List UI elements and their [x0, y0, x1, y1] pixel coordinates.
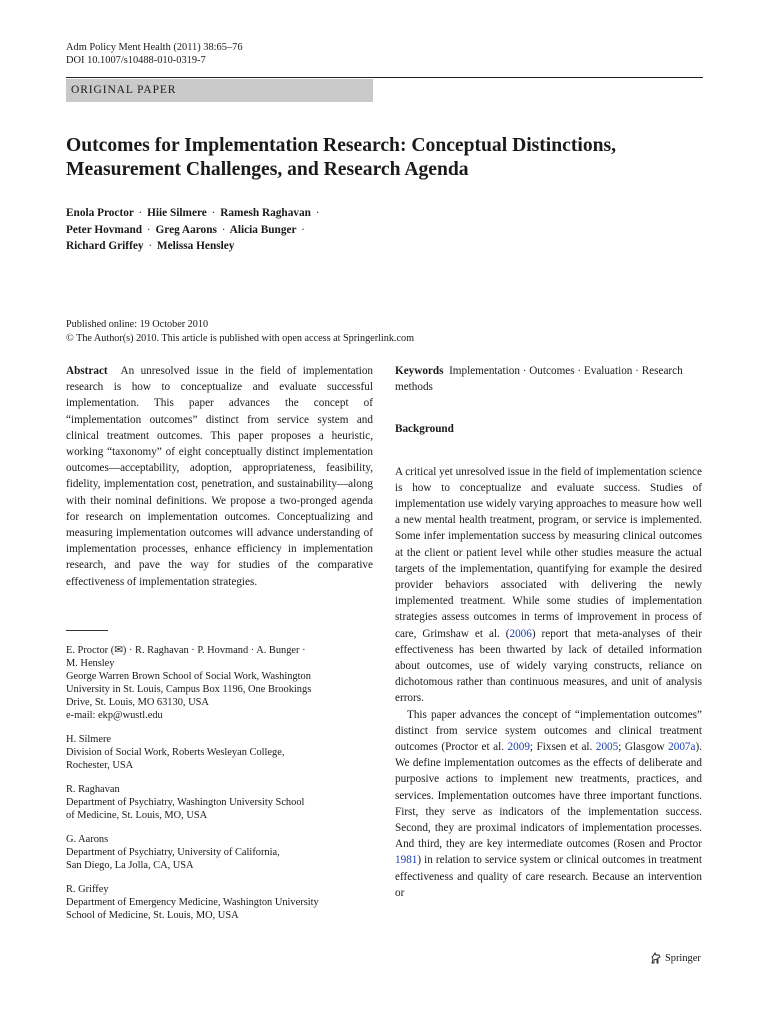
publisher-name: Springer [665, 952, 701, 964]
author-line-2 [66, 222, 396, 239]
right-column [395, 363, 702, 901]
author-line-3 [66, 238, 396, 255]
affiliation-block [66, 783, 373, 822]
journal-doi: DOI 10.1007/s10488-010-0319-7 [66, 55, 206, 66]
affiliations [66, 644, 373, 933]
author-list [66, 205, 396, 255]
citation-link[interactable]: 2007a [668, 741, 696, 754]
author-name: Alicia Bunger [229, 223, 297, 236]
journal-citation: Adm Policy Ment Health (2011) 38:65–76 [66, 42, 243, 53]
affiliation-line: San Diego, La Jolla, CA, USA [66, 860, 194, 871]
citation-link[interactable]: 1981 [395, 854, 418, 867]
affiliation-line: Department of Emergency Medicine, Washington University [66, 897, 319, 908]
abstract-text: An unresolved issue in the field of implementation research is how to conceptualize and evaluate successful implementation. This paper advances the concept of “implementation outcomes” distinct from service system and clinical treatment outcomes. This paper proposes a heuristic, working “taxonomy” of eight conceptually distinct implementation outcomes—acceptability, adoption, appropriateness, feasibility, fidelity, implementation cost, penetration, and sustainability—along with their nominal definitions. We propose a two-pronged agenda for research on implementation outcomes. Conceptualizing and measuring implementation outcomes will advance understanding of implementation processes, enhance efficiency in implementation research, and pave the way for studies of the comparative effectiveness of implementation strategies. [66, 365, 374, 588]
background-paragraph-2 [395, 707, 702, 901]
author-separator: · [148, 240, 153, 252]
affiliation-line: Drive, St. Louis, MO 63130, USA [66, 697, 209, 708]
author-separator: · [146, 223, 151, 236]
affiliation-email[interactable]: e-mail: ekp@wustl.edu [66, 710, 163, 721]
header-rule [66, 77, 703, 78]
affiliation-line: E. Proctor (✉) · R. Raghavan · P. Hovmand · A. Bunger · [66, 645, 306, 656]
publication-info [66, 318, 414, 345]
affiliation-line: of Medicine, St. Louis, MO, USA [66, 810, 208, 821]
affiliation-line: George Warren Brown School of Social Work, Washington [66, 671, 311, 682]
affiliation-line: School of Medicine, St. Louis, MO, USA [66, 910, 239, 921]
author-line-1 [66, 205, 396, 222]
affiliation-line: University in St. Louis, Campus Box 1196, One Brookings [66, 684, 312, 695]
abstract [66, 363, 373, 590]
affiliation-line: M. Hensley [66, 658, 115, 669]
paragraph-text: This paper advances the concept of “implementation outcomes” distinct from service system outcomes and clinical treatment outcomes (Proctor et al. [395, 708, 702, 754]
affiliation-line: Department of Psychiatry, University of California, [66, 847, 280, 858]
section-heading-background: Background [395, 423, 454, 436]
affiliation-block [66, 733, 373, 772]
affiliation-block [66, 883, 373, 922]
citation-link[interactable]: 2006 [509, 627, 532, 640]
author-name: Melissa Hensley [156, 240, 235, 252]
springer-horse-icon [650, 952, 662, 964]
abstract-label: Abstract [66, 365, 108, 377]
affiliation-line: Rochester, USA [66, 760, 134, 771]
author-separator: · [301, 223, 305, 236]
paragraph-text: ) report that meta-analyses of their effectiveness has been thwarted by lack of detailed information about outcomes, use of widely varying constructs, reliance on dichotomous rather than continuous measures, and unit of analysis errors. [395, 627, 702, 705]
keywords [395, 363, 702, 395]
affiliation-rule [66, 630, 108, 631]
affiliation-line: R. Raghavan [66, 784, 120, 795]
paragraph-text: A critical yet unresolved issue in the field of implementation science is how to conceptualize and evaluate success. Studies of implementation use widely varying approaches to measure how well a new mental health treatment, program, or service is implemented. Some infer implementation success by measuring clinical outcomes at the client or patient level while other studies measure the actual targets of the implementation, quantifying for example the desired provider behaviors associated with delivering the newly implemented treatment. While some studies of implementation strategies assess outcomes in terms of improvement in process of care, Grimshaw et al. ( [395, 465, 702, 640]
keywords-label: Keywords [395, 365, 444, 377]
journal-info [66, 41, 243, 67]
paragraph-text: ). We define implementation outcomes as the effects of deliberate and purposive actions to implement new treatments, practices, and services. Implementation outcomes have three important functions. First, they serve as indicators of the implementation success. Second, they are proximal indicators of implementation processes. And third, they are key intermediate outcomes (Rosen and Proctor [395, 741, 702, 851]
author-name: Richard Griffey [66, 240, 144, 252]
author-name: Peter Hovmand [66, 223, 143, 236]
citation-link[interactable]: 2005 [595, 741, 619, 754]
author-separator: · [315, 207, 320, 219]
author-separator: · [221, 223, 226, 236]
affiliation-line: R. Griffey [66, 884, 109, 895]
affiliation-line: H. Silmere [66, 734, 112, 745]
author-separator: · [211, 207, 216, 219]
article-type-banner: ORIGINAL PAPER [66, 79, 373, 102]
author-name: Enola Proctor [66, 207, 134, 219]
paragraph-text: ; Fixsen et al. [529, 741, 596, 754]
copyright-notice: © The Author(s) 2010. This article is published with open access at Springerlink.com [66, 332, 415, 344]
affiliation-line: G. Aarons [66, 834, 109, 845]
affiliation-line: Department of Psychiatry, Washington University School [66, 797, 305, 808]
background-paragraph-1 [395, 464, 702, 707]
author-name: Ramesh Raghavan [220, 207, 311, 219]
author-separator: · [138, 207, 143, 219]
keywords-text: Implementation · Outcomes · Evaluation · Research methods [395, 365, 683, 394]
author-name: Greg Aarons [155, 223, 217, 236]
paragraph-text: ; Glasgow [618, 741, 669, 754]
citation-link[interactable]: 2009 [507, 741, 530, 754]
published-date: Published online: 19 October 2010 [66, 319, 209, 330]
paragraph-text: ) in relation to service system or clinical outcomes in treatment effectiveness and quality of care research. Because an intervention or [395, 854, 702, 899]
affiliation-block [66, 644, 373, 722]
author-name: Hiie Silmere [147, 207, 207, 219]
affiliation-block [66, 833, 373, 872]
affiliation-line: Division of Social Work, Roberts Wesleyan College, [66, 747, 285, 758]
publisher-footer [650, 952, 701, 964]
article-title: Outcomes for Implementation Research: Conceptual Distinctions, Measurement Challenges, and Research Agenda [66, 135, 617, 180]
